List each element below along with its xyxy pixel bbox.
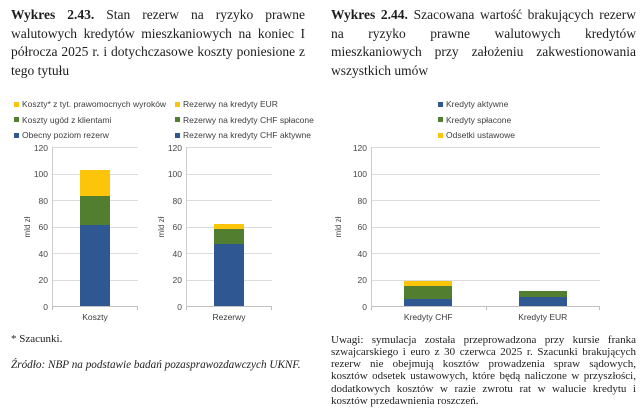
y-axis-line bbox=[52, 147, 53, 310]
legend-item bbox=[14, 99, 166, 109]
bar-segment-blue bbox=[214, 244, 244, 306]
gridline bbox=[371, 227, 600, 228]
blue-swatch-icon bbox=[14, 133, 19, 138]
legend-label: Rezerwy na kredyty CHF aktywne bbox=[183, 130, 312, 140]
gridline bbox=[186, 147, 272, 148]
gridline bbox=[371, 147, 600, 148]
blue-swatch-icon bbox=[175, 133, 180, 138]
gridline bbox=[371, 200, 600, 201]
y-tick-label: 60 bbox=[38, 222, 48, 232]
y-tick-label: 0 bbox=[43, 301, 48, 312]
yellow-swatch-icon bbox=[14, 102, 19, 107]
bar-segment-yellow bbox=[214, 224, 244, 229]
legend-item bbox=[175, 130, 314, 140]
gridline bbox=[52, 147, 138, 148]
legend-item bbox=[14, 115, 166, 125]
y-tick-label: 120 bbox=[352, 142, 367, 153]
y-axis-unit-label: mld zł bbox=[157, 216, 166, 238]
legend-item bbox=[438, 130, 515, 140]
bar-segment-green bbox=[80, 196, 110, 225]
x-category-label: Kredyty EUR bbox=[518, 312, 568, 322]
notes-paragraph: Uwagi: symulacja została przeprowadzona przy kursie franka szwajcarskiego i euro z 30 czerwca 2025 r. Szacunki brakujących rezerw nie obejmują kosztów prowadzenia spraw sądowych, kosztów odsetek ustawowych, które będą naliczone w przyszłości, dodatkowych kosztów w razie zwrotu rat w walucie kredytu i kosztów przedawnienia roszczeń. bbox=[331, 334, 636, 407]
axis-tick bbox=[52, 307, 53, 310]
axis-tick bbox=[271, 307, 272, 310]
figure-title-2-43 bbox=[11, 6, 305, 80]
gridline bbox=[186, 200, 272, 201]
x-category-label: Rezerwy bbox=[212, 312, 246, 322]
y-tick-label: 40 bbox=[357, 248, 367, 259]
axis-tick bbox=[599, 307, 600, 310]
bar-segment-green bbox=[214, 229, 244, 244]
legend-label: Rezerwy na kredyty CHF spłacone bbox=[183, 114, 314, 125]
y-tick-label: 0 bbox=[177, 301, 182, 312]
bar-segment-yellow bbox=[80, 170, 110, 197]
green-swatch-icon bbox=[175, 117, 180, 122]
y-tick-label: 20 bbox=[172, 275, 182, 285]
y-tick-label: 60 bbox=[172, 222, 182, 232]
axis-tick bbox=[486, 307, 487, 310]
legend-label: Kredyty spłacone bbox=[446, 114, 512, 125]
y-tick-label: 0 bbox=[362, 301, 367, 312]
legend-left-column-2 bbox=[175, 99, 314, 146]
legend-label: Kredyty aktywne bbox=[446, 99, 509, 109]
footnote-estimates: * Szacunki. bbox=[11, 333, 63, 345]
figure-number: Wykres 2.43. bbox=[11, 7, 95, 22]
legend-item bbox=[14, 130, 166, 140]
bar-segment-blue bbox=[80, 225, 110, 306]
x-category-label: Kredyty CHF bbox=[403, 312, 453, 322]
source-note: Źródło: NBP na podstawie badań pozasprawozdawczych UKNF. bbox=[11, 359, 301, 371]
y-tick-label: 100 bbox=[167, 169, 182, 179]
x-axis-baseline bbox=[52, 306, 138, 307]
y-axis-line bbox=[371, 147, 372, 310]
y-tick-label: 20 bbox=[38, 275, 48, 285]
legend-right bbox=[438, 99, 515, 146]
bar-segment-green bbox=[519, 291, 567, 297]
blue-swatch-icon bbox=[438, 102, 443, 107]
figure-title-2-44 bbox=[331, 6, 636, 80]
gridline bbox=[371, 174, 600, 175]
bar-segment-blue bbox=[519, 297, 567, 306]
chart-brakujace-rezerwy bbox=[352, 142, 600, 322]
legend-item bbox=[438, 99, 515, 109]
legend-label: Odsetki ustawowe bbox=[446, 130, 515, 140]
bar-segment-yellow bbox=[404, 281, 452, 286]
y-tick-label: 40 bbox=[172, 248, 182, 259]
y-tick-label: 120 bbox=[167, 142, 182, 153]
y-tick-label: 60 bbox=[357, 222, 367, 232]
y-tick-label: 40 bbox=[38, 248, 48, 259]
figure-title-text: Szacowana wartość brakujących rezerw na ryzyko prawne walutowych kredytów mieszkaniowych przy założeniu zakwestionowania wszystkich umów bbox=[331, 7, 636, 78]
gridline bbox=[186, 174, 272, 175]
axis-tick bbox=[371, 307, 372, 310]
yellow-swatch-icon bbox=[175, 102, 180, 107]
axis-tick bbox=[137, 307, 138, 310]
axis-tick bbox=[186, 307, 187, 310]
y-axis-line bbox=[186, 147, 187, 310]
y-tick-label: 20 bbox=[357, 275, 367, 285]
y-tick-label: 80 bbox=[38, 195, 48, 206]
y-tick-label: 100 bbox=[352, 169, 367, 179]
y-tick-label: 120 bbox=[33, 142, 48, 153]
legend-item bbox=[175, 115, 314, 125]
figure-number: Wykres 2.44. bbox=[331, 7, 408, 22]
figure-title-text: Stan rezerw na ryzyko prawne walutowych kredytów mieszkaniowych na koniec I półrocza 2025 r. i dotychczasowe koszty poniesione z tego tytułu bbox=[11, 7, 305, 78]
legend-item bbox=[438, 115, 515, 125]
y-axis-unit-label: mld zł bbox=[334, 216, 343, 238]
y-tick-label: 100 bbox=[33, 169, 48, 179]
chart-rezerwy bbox=[167, 142, 272, 322]
x-category-label: Koszty bbox=[82, 312, 108, 322]
chart-koszty bbox=[33, 142, 138, 322]
legend-item bbox=[175, 99, 314, 109]
y-tick-label: 80 bbox=[357, 195, 367, 206]
bar-segment-green bbox=[404, 286, 452, 299]
y-tick-label: 80 bbox=[172, 195, 182, 206]
legend-label: Obecny poziom rezerw bbox=[22, 130, 109, 140]
legend-label: Koszty ugód z klientami bbox=[22, 114, 112, 125]
legend-left-column-1 bbox=[14, 99, 166, 146]
green-swatch-icon bbox=[438, 117, 443, 122]
legend-label: Rezerwy na kredyty EUR bbox=[183, 99, 278, 109]
legend-label: Koszty* z tyt. prawomocnych wyroków bbox=[22, 99, 167, 109]
y-axis-unit-label: mld zł bbox=[23, 216, 32, 238]
green-swatch-icon bbox=[14, 117, 19, 122]
bar-segment-blue bbox=[404, 299, 452, 306]
x-axis-baseline bbox=[186, 306, 272, 307]
gridline bbox=[371, 253, 600, 254]
yellow-swatch-icon bbox=[438, 133, 443, 138]
